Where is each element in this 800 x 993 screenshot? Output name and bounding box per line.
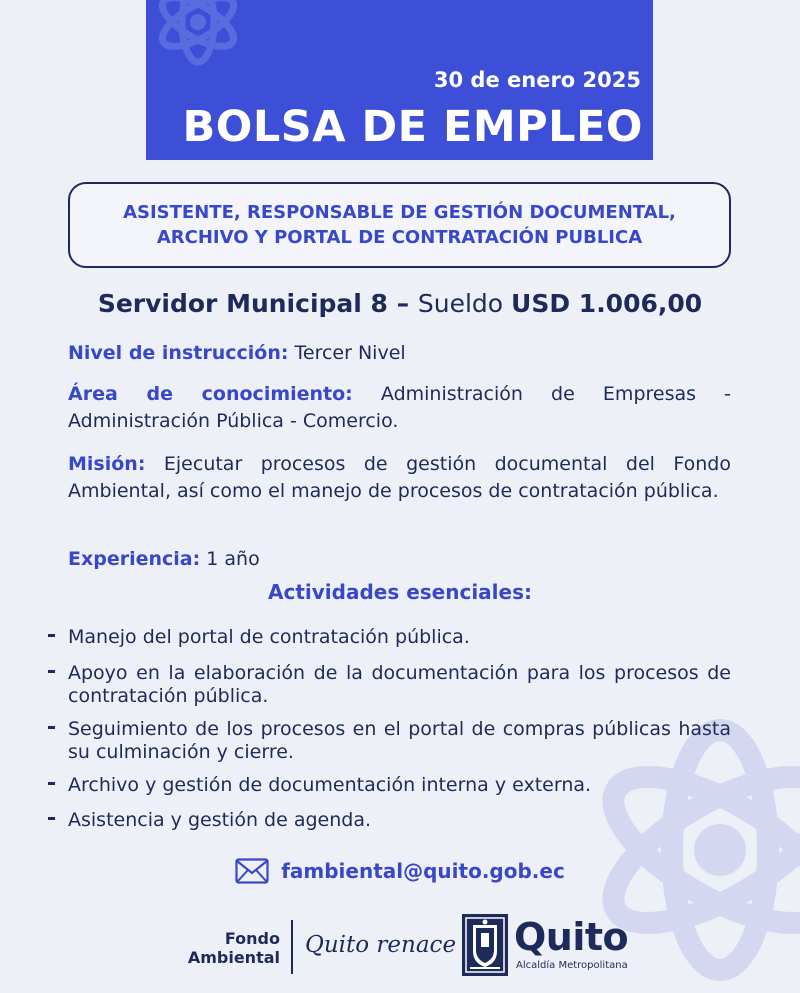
coat-of-arms-icon — [461, 913, 509, 977]
list-item — [68, 626, 731, 649]
header-banner — [146, 0, 653, 160]
list-item — [68, 662, 731, 708]
footer-divider — [291, 920, 293, 974]
bullet-icon — [48, 817, 55, 820]
quito-brand-subtitle: Alcaldía Metropolitana — [516, 960, 628, 971]
contact-email-row[interactable] — [0, 858, 800, 884]
fondo-ambiental-logo — [168, 929, 280, 967]
salary-label: Sueldo — [417, 289, 512, 318]
position-grade: Servidor Municipal 8 — [97, 289, 388, 318]
bullet-icon — [48, 782, 55, 785]
instruction-field — [68, 340, 731, 367]
bullet-icon — [48, 670, 55, 673]
list-item — [68, 809, 731, 832]
bullet-icon — [48, 726, 55, 729]
instruction-value: Tercer Nivel — [288, 342, 406, 364]
job-title-box — [68, 182, 731, 268]
area-value: Administración de Empresas - Administración Pública - Comercio. — [68, 383, 731, 432]
list-item — [68, 774, 731, 797]
publication-date: 30 de enero 2025 — [433, 68, 641, 92]
job-title: ASISTENTE, RESPONSABLE DE GESTIÓN DOCUMENTAL, ARCHIVO Y PORTAL DE CONTRATACIÓN PUBLICA — [123, 202, 676, 248]
area-field — [68, 381, 731, 435]
activity-text: Apoyo en la elaboración de la documentación para los procesos de contratación pública. — [68, 662, 731, 707]
contact-email-link[interactable]: fambiental@quito.gob.ec — [281, 859, 565, 883]
activity-text: Manejo del portal de contratación pública. — [68, 626, 470, 648]
fondo-line2: Ambiental — [187, 948, 280, 967]
slogan-logo: Quito renace — [305, 932, 457, 958]
salary-value: USD 1.006,00 — [511, 289, 703, 318]
activity-text: Seguimiento de los procesos en el portal de compras públicas hasta su culminación y cierre. — [68, 718, 731, 763]
position-line — [0, 289, 800, 318]
mission-field — [68, 451, 731, 505]
experience-value: 1 año — [200, 548, 260, 570]
quito-brand: Quito — [514, 915, 629, 959]
activity-text: Archivo y gestión de documentación interna y externa. — [68, 774, 592, 796]
flower-decoration-icon — [148, 0, 248, 72]
activities-title: Actividades esenciales: — [267, 580, 532, 604]
area-label: Área de conocimiento: — [68, 383, 353, 405]
fondo-line1: Fondo — [224, 929, 280, 948]
mail-icon — [235, 858, 269, 884]
experience-label: Experiencia: — [68, 548, 201, 570]
mission-label: Misión: — [68, 453, 146, 475]
page-title: BOLSA DE EMPLEO — [182, 102, 643, 152]
list-item — [68, 718, 731, 764]
position-dash: – — [387, 289, 418, 318]
bullet-icon — [48, 634, 55, 637]
activity-text: Asistencia y gestión de agenda. — [68, 809, 371, 831]
experience-field — [68, 546, 731, 573]
footer-logos — [0, 912, 800, 984]
instruction-label: Nivel de instrucción: — [68, 342, 289, 364]
mission-value: Ejecutar procesos de gestión documental del Fondo Ambiental, así como el manejo de procesos de contratación pública. — [68, 453, 731, 502]
